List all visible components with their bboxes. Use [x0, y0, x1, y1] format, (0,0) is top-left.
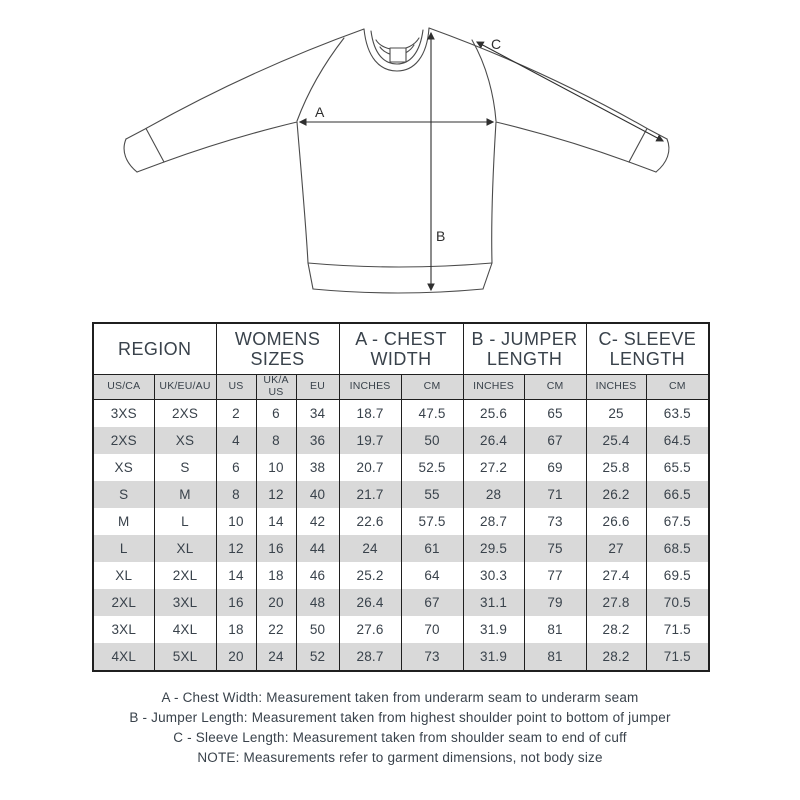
table-cell: 4: [216, 427, 256, 454]
label-b: B: [436, 228, 446, 244]
table-cell: 4XL: [93, 643, 154, 671]
table-cell: 3XL: [154, 589, 216, 616]
col-header-b-inches: INCHES: [463, 375, 524, 400]
table-row: [93, 400, 709, 428]
group-header-sleeve-length: C- SLEEVE LENGTH: [586, 323, 709, 375]
table-row: [93, 562, 709, 589]
table-cell: 70: [401, 616, 463, 643]
jumper-outline: [124, 28, 669, 293]
table-cell: 30.3: [463, 562, 524, 589]
table-cell: 65: [524, 400, 586, 428]
table-cell: 3XS: [93, 400, 154, 428]
table-row: [93, 508, 709, 535]
table-cell: 70.5: [646, 589, 709, 616]
table-cell: 2XL: [93, 589, 154, 616]
table-cell: 44: [296, 535, 339, 562]
table-cell: 10: [216, 508, 256, 535]
table-cell: 25.8: [586, 454, 646, 481]
table-cell: 68.5: [646, 535, 709, 562]
table-cell: 5XL: [154, 643, 216, 671]
table-cell: 24: [256, 643, 296, 671]
table-cell: 28.7: [463, 508, 524, 535]
table-cell: 27.6: [339, 616, 401, 643]
size-table-container: [92, 322, 710, 672]
table-cell: 31.9: [463, 643, 524, 671]
right-cuff-outer: [656, 139, 669, 172]
table-cell: 2XS: [154, 400, 216, 428]
table-cell: M: [154, 481, 216, 508]
table-cell: 73: [524, 508, 586, 535]
table-cell: 64: [401, 562, 463, 589]
table-cell: S: [154, 454, 216, 481]
table-cell: 48: [296, 589, 339, 616]
table-cell: 26.4: [339, 589, 401, 616]
table-cell: 27.8: [586, 589, 646, 616]
table-cell: XL: [93, 562, 154, 589]
col-header-eu: EU: [296, 375, 339, 400]
table-cell: 50: [296, 616, 339, 643]
table-cell: 46: [296, 562, 339, 589]
jumper-diagram: [0, 0, 800, 320]
table-cell: 20: [216, 643, 256, 671]
size-table: [92, 322, 710, 672]
table-cell: 40: [296, 481, 339, 508]
measurement-arrows: [300, 33, 663, 290]
table-cell: 6: [216, 454, 256, 481]
table-row: [93, 481, 709, 508]
group-header-womens-sizes: WOMENS SIZES: [216, 323, 339, 375]
table-cell: 22: [256, 616, 296, 643]
table-cell: 71.5: [646, 616, 709, 643]
table-cell: 24: [339, 535, 401, 562]
table-cell: 71: [524, 481, 586, 508]
table-cell: 27.2: [463, 454, 524, 481]
table-cell: 25.6: [463, 400, 524, 428]
table-cell: 36: [296, 427, 339, 454]
table-cell: 27: [586, 535, 646, 562]
table-cell: 28: [463, 481, 524, 508]
table-cell: 69.5: [646, 562, 709, 589]
hem-band-top: [308, 263, 492, 267]
col-header-b-cm: CM: [524, 375, 586, 400]
table-cell: 18.7: [339, 400, 401, 428]
table-cell: 28.2: [586, 643, 646, 671]
table-cell: 2XL: [154, 562, 216, 589]
table-cell: 42: [296, 508, 339, 535]
body-right-edge: [492, 122, 496, 263]
table-cell: L: [93, 535, 154, 562]
table-cell: 16: [216, 589, 256, 616]
table-cell: 81: [524, 643, 586, 671]
table-cell: 65.5: [646, 454, 709, 481]
left-cuff-bottom: [137, 162, 164, 172]
table-cell: 64.5: [646, 427, 709, 454]
table-group-header-row: [93, 323, 709, 375]
table-cell: 63.5: [646, 400, 709, 428]
table-cell: 75: [524, 535, 586, 562]
measurement-labels: [315, 36, 501, 244]
table-cell: 67: [524, 427, 586, 454]
table-cell: 6: [256, 400, 296, 428]
table-cell: 27.4: [586, 562, 646, 589]
table-cell: 71.5: [646, 643, 709, 671]
table-cell: 8: [216, 481, 256, 508]
left-cuff-seam: [146, 129, 164, 163]
table-cell: 12: [216, 535, 256, 562]
table-cell: 69: [524, 454, 586, 481]
footnote-sleeve-length: C - Sleeve Length: Measurement taken from shoulder seam to end of cuff: [173, 730, 627, 745]
hem-band-bottom: [313, 289, 483, 293]
table-row: [93, 643, 709, 671]
table-cell: 8: [256, 427, 296, 454]
col-header-uk-aus: UK/AUS: [256, 375, 296, 400]
table-cell: 20.7: [339, 454, 401, 481]
table-cell: 55: [401, 481, 463, 508]
table-cell: 25.4: [586, 427, 646, 454]
table-cell: 47.5: [401, 400, 463, 428]
table-cell: 67: [401, 589, 463, 616]
table-cell: 4XL: [154, 616, 216, 643]
table-cell: 14: [216, 562, 256, 589]
size-table-body: [93, 400, 709, 672]
footnote-chest-width: A - Chest Width: Measurement taken from underarm seam to underarm seam: [161, 690, 639, 705]
table-row: [93, 535, 709, 562]
col-header-c-cm: CM: [646, 375, 709, 400]
table-cell: 79: [524, 589, 586, 616]
table-cell: 26.2: [586, 481, 646, 508]
table-cell: 26.4: [463, 427, 524, 454]
table-cell: 61: [401, 535, 463, 562]
table-cell: 22.6: [339, 508, 401, 535]
table-cell: 66.5: [646, 481, 709, 508]
group-header-chest-width: A - CHEST WIDTH: [339, 323, 463, 375]
table-cell: 12: [256, 481, 296, 508]
table-cell: XL: [154, 535, 216, 562]
col-header-a-inches: INCHES: [339, 375, 401, 400]
table-cell: 52: [296, 643, 339, 671]
table-cell: 28.7: [339, 643, 401, 671]
table-cell: S: [93, 481, 154, 508]
label-a: A: [315, 104, 325, 120]
table-cell: 16: [256, 535, 296, 562]
table-cell: 26.6: [586, 508, 646, 535]
table-cell: 28.2: [586, 616, 646, 643]
table-cell: 31.1: [463, 589, 524, 616]
table-cell: 52.5: [401, 454, 463, 481]
table-cell: 31.9: [463, 616, 524, 643]
table-cell: 81: [524, 616, 586, 643]
group-header-jumper-length: B - JUMPER LENGTH: [463, 323, 586, 375]
table-cell: 34: [296, 400, 339, 428]
right-cuff-seam: [629, 129, 647, 163]
left-cuff-outer: [124, 139, 137, 172]
table-cell: 10: [256, 454, 296, 481]
table-cell: 73: [401, 643, 463, 671]
col-header-a-cm: CM: [401, 375, 463, 400]
table-cell: L: [154, 508, 216, 535]
table-cell: 38: [296, 454, 339, 481]
table-cell: 77: [524, 562, 586, 589]
table-cell: 14: [256, 508, 296, 535]
right-cuff-bottom: [629, 162, 656, 172]
col-header-us: US: [216, 375, 256, 400]
table-cell: 21.7: [339, 481, 401, 508]
table-cell: XS: [154, 427, 216, 454]
left-underarm: [164, 122, 297, 162]
col-header-uk-eu-au: UK/EU/AU: [154, 375, 216, 400]
footnote-note: NOTE: Measurements refer to garment dimensions, not body size: [197, 750, 603, 765]
table-cell: 29.5: [463, 535, 524, 562]
table-cell: 67.5: [646, 508, 709, 535]
table-cell: 25.2: [339, 562, 401, 589]
table-cell: 18: [216, 616, 256, 643]
table-cell: 2XS: [93, 427, 154, 454]
table-row: [93, 616, 709, 643]
table-cell: XS: [93, 454, 154, 481]
table-cell: 18: [256, 562, 296, 589]
table-cell: 3XL: [93, 616, 154, 643]
table-cell: 2: [216, 400, 256, 428]
table-row: [93, 427, 709, 454]
body-left-edge: [297, 122, 308, 263]
group-header-region: REGION: [93, 323, 216, 375]
table-cell: 19.7: [339, 427, 401, 454]
right-underarm: [496, 122, 629, 162]
table-cell: 25: [586, 400, 646, 428]
measure-arrow-c: [477, 42, 663, 141]
table-cell: 50: [401, 427, 463, 454]
table-subheader-row: [93, 375, 709, 400]
footnotes: [0, 688, 800, 768]
footnote-jumper-length: B - Jumper Length: Measurement taken from highest shoulder point to bottom of jumper: [129, 710, 671, 725]
neck-tag: [390, 48, 406, 62]
col-header-c-inches: INCHES: [586, 375, 646, 400]
table-row: [93, 454, 709, 481]
col-header-us-ca: US/CA: [93, 375, 154, 400]
hem-band-right: [483, 263, 492, 289]
table-row: [93, 589, 709, 616]
table-cell: 20: [256, 589, 296, 616]
table-cell: 57.5: [401, 508, 463, 535]
hem-band-left: [308, 263, 313, 289]
label-c: C: [491, 36, 502, 52]
table-cell: M: [93, 508, 154, 535]
